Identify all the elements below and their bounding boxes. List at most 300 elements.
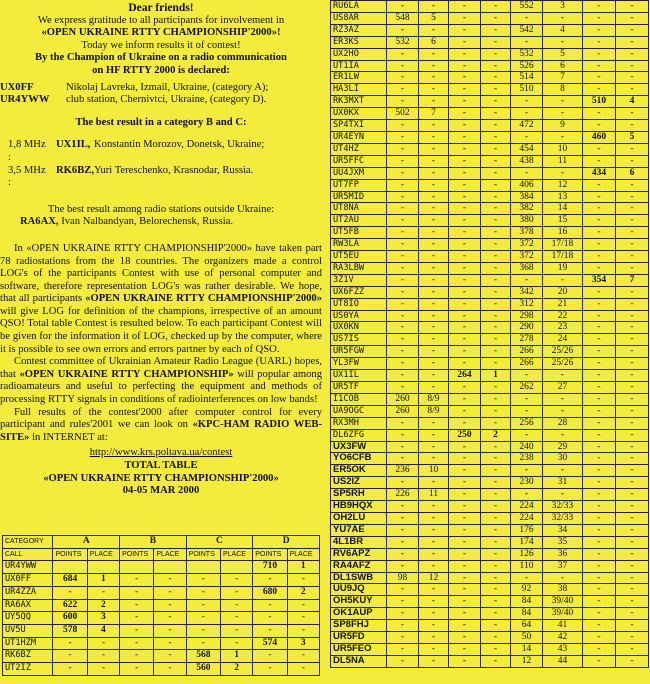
place-cell: 6: [419, 36, 449, 48]
points-cell: 460: [583, 131, 616, 143]
place-cell: -: [154, 650, 186, 663]
points-cell: -: [53, 650, 87, 663]
points-cell: 384: [511, 191, 543, 203]
place-cell: -: [543, 393, 583, 405]
table-row: [331, 608, 649, 620]
table-row: [331, 524, 649, 536]
points-cell: 548: [387, 12, 419, 24]
points-cell: -: [583, 60, 616, 72]
table-row: [331, 274, 649, 286]
call-cell: OH5KUY: [331, 596, 387, 608]
place-cell: -: [419, 346, 449, 358]
table-row: [331, 120, 649, 132]
points-cell: -: [387, 548, 419, 560]
points-cell: -: [449, 477, 481, 489]
place-cell: -: [616, 370, 649, 382]
points-cell: 600: [53, 612, 87, 625]
place-cell: 1: [287, 561, 319, 574]
points-header: POINTS: [253, 548, 287, 561]
call-cell: SP4TXI: [331, 120, 387, 132]
place-cell: 21: [543, 298, 583, 310]
points-cell: 354: [583, 274, 616, 286]
points-cell: -: [583, 179, 616, 191]
points-cell: -: [449, 143, 481, 155]
category-c: C: [186, 536, 253, 549]
points-cell: -: [583, 632, 616, 644]
points-cell: 176: [511, 524, 543, 536]
table-title-1: TOTAL TABLE: [124, 460, 198, 471]
place-cell: -: [616, 620, 649, 632]
place-cell: 5: [616, 131, 649, 143]
table-row: [331, 286, 649, 298]
place-cell: -: [419, 48, 449, 60]
points-cell: -: [449, 72, 481, 84]
place-cell: -: [481, 620, 511, 632]
place-cell: -: [419, 143, 449, 155]
call-cell: ER3KS: [331, 36, 387, 48]
place-cell: 28: [543, 417, 583, 429]
table-row: [331, 465, 649, 477]
table-row: [3, 624, 320, 637]
place-cell: -: [481, 382, 511, 394]
points-cell: -: [583, 393, 616, 405]
place-header: PLACE: [87, 548, 119, 561]
points-cell: -: [387, 131, 419, 143]
points-cell: -: [449, 620, 481, 632]
place-cell: -: [481, 120, 511, 132]
points-cell: -: [449, 310, 481, 322]
table-row: [3, 650, 320, 663]
points-cell: -: [511, 36, 543, 48]
place-cell: -: [543, 131, 583, 143]
points-cell: -: [583, 584, 616, 596]
points-cell: -: [583, 72, 616, 84]
points-cell: -: [583, 334, 616, 346]
place-cell: -: [87, 586, 119, 599]
place-cell: -: [543, 108, 583, 120]
points-cell: -: [583, 262, 616, 274]
points-cell: -: [583, 560, 616, 572]
place-cell: 1: [481, 370, 511, 382]
call-cell: UT2AU: [331, 215, 387, 227]
points-cell: -: [253, 612, 287, 625]
place-cell: 2: [87, 599, 119, 612]
points-cell: 542: [511, 24, 543, 36]
call-cell: UT1IA: [331, 60, 387, 72]
place-cell: [154, 561, 186, 574]
call-cell: YU7AE: [331, 524, 387, 536]
call-cell: UT8NA: [331, 203, 387, 215]
points-cell: -: [583, 251, 616, 263]
place-cell: -: [481, 524, 511, 536]
points-cell: -: [449, 24, 481, 36]
place-cell: -: [481, 584, 511, 596]
place-header: PLACE: [287, 548, 319, 561]
points-cell: -: [511, 489, 543, 501]
points-cell: 368: [511, 262, 543, 274]
place-cell: -: [481, 155, 511, 167]
place-cell: -: [616, 441, 649, 453]
points-cell: -: [449, 334, 481, 346]
bc-heading: The best result in a category B and C:: [75, 116, 247, 128]
call-cell: OH2LU: [331, 512, 387, 524]
points-cell: -: [449, 120, 481, 132]
table-row: [331, 167, 649, 179]
place-cell: -: [616, 382, 649, 394]
p3-text-c: in INTERNET at:: [29, 431, 108, 443]
place-cell: -: [481, 36, 511, 48]
place-cell: 15: [543, 215, 583, 227]
table-row: [331, 131, 649, 143]
points-cell: 578: [53, 624, 87, 637]
place-cell: -: [419, 96, 449, 108]
points-cell: 266: [511, 358, 543, 370]
points-cell: -: [583, 108, 616, 120]
place-cell: -: [481, 489, 511, 501]
points-cell: -: [583, 143, 616, 155]
points-cell: -: [449, 239, 481, 251]
champion-row: [0, 94, 322, 107]
points-cell: 710: [253, 561, 287, 574]
points-cell: -: [511, 393, 543, 405]
points-cell: -: [253, 663, 287, 676]
call-cell: HA3LI: [331, 84, 387, 96]
place-cell: -: [616, 227, 649, 239]
table-row: [331, 322, 649, 334]
points-cell: 240: [511, 441, 543, 453]
points-cell: -: [449, 536, 481, 548]
points-cell: -: [387, 24, 419, 36]
call-cell: US7IS: [331, 334, 387, 346]
place-cell: -: [543, 274, 583, 286]
category-header-row: [3, 536, 320, 549]
intro-line-2: «OPEN UKRAINE RTTY CHAMPIONSHIP'2000»!: [41, 27, 281, 39]
points-cell: 260: [387, 405, 419, 417]
place-cell: 27: [543, 382, 583, 394]
points-cell: 532: [387, 36, 419, 48]
points-cell: -: [120, 574, 154, 587]
call-cell: RX3MH: [331, 417, 387, 429]
table-row: [331, 108, 649, 120]
points-cell: -: [449, 560, 481, 572]
contest-url-link[interactable]: http://www.krs.poltava.ua/contest: [89, 447, 233, 459]
bc-desc: Konstantin Morozov, Donetsk, Ukraine;: [94, 139, 265, 151]
points-cell: -: [449, 262, 481, 274]
points-cell: -: [387, 143, 419, 155]
place-cell: 8/9: [419, 393, 449, 405]
points-cell: -: [449, 131, 481, 143]
table-row: [331, 310, 649, 322]
place-cell: -: [287, 574, 319, 587]
table-row: [331, 453, 649, 465]
call-cell: UT4HZ: [331, 143, 387, 155]
points-cell: -: [387, 251, 419, 263]
call-cell: RZ3AZ: [331, 24, 387, 36]
place-cell: 14: [543, 203, 583, 215]
table-row: [3, 612, 320, 625]
bc-row: [0, 139, 322, 164]
points-cell: -: [387, 96, 419, 108]
place-cell: -: [419, 632, 449, 644]
place-cell: -: [419, 322, 449, 334]
call-cell: UR5FGW: [331, 346, 387, 358]
call-cell: UX2HO: [331, 48, 387, 60]
points-cell: -: [449, 382, 481, 394]
place-cell: -: [419, 512, 449, 524]
call-cell: RA3LBW: [331, 262, 387, 274]
place-cell: -: [419, 334, 449, 346]
place-cell: -: [616, 72, 649, 84]
points-cell: -: [387, 501, 419, 513]
place-cell: -: [221, 586, 253, 599]
points-cell: -: [583, 346, 616, 358]
place-cell: 3: [287, 637, 319, 650]
champion-call: UX0FF: [0, 81, 34, 93]
place-cell: -: [481, 239, 511, 251]
points-cell: -: [387, 346, 419, 358]
points-cell: -: [583, 286, 616, 298]
call-cell: UR4EYN: [331, 131, 387, 143]
points-cell: -: [387, 239, 419, 251]
points-cell: -: [387, 477, 419, 489]
points-cell: 560: [186, 663, 220, 676]
place-cell: -: [154, 612, 186, 625]
points-cell: 372: [511, 251, 543, 263]
points-cell: -: [387, 584, 419, 596]
points-cell: 472: [511, 120, 543, 132]
place-cell: -: [481, 24, 511, 36]
place-cell: -: [154, 637, 186, 650]
place-cell: -: [616, 417, 649, 429]
points-cell: -: [583, 429, 616, 441]
points-cell: 406: [511, 179, 543, 191]
call-cell: UT8IO: [331, 298, 387, 310]
points-cell: -: [583, 608, 616, 620]
points-cell: -: [387, 274, 419, 286]
place-cell: -: [616, 512, 649, 524]
points-cell: -: [387, 382, 419, 394]
place-cell: -: [481, 477, 511, 489]
points-cell: -: [583, 215, 616, 227]
outside-result: [0, 216, 322, 229]
points-cell: -: [449, 12, 481, 24]
place-cell: -: [154, 574, 186, 587]
points-cell: -: [253, 650, 287, 663]
place-cell: 44: [543, 655, 583, 667]
points-cell: -: [449, 1, 481, 13]
table-row: [331, 405, 649, 417]
place-cell: -: [481, 358, 511, 370]
place-cell: -: [543, 167, 583, 179]
points-cell: -: [387, 358, 419, 370]
category-d: D: [253, 536, 320, 549]
place-cell: 32/33: [543, 501, 583, 513]
call-cell: US2IZ: [331, 477, 387, 489]
table-row: [331, 441, 649, 453]
points-cell: -: [387, 262, 419, 274]
points-cell: -: [449, 203, 481, 215]
table-row: [331, 1, 649, 13]
place-cell: 11: [419, 489, 449, 501]
category-a: A: [53, 536, 120, 549]
points-cell: -: [387, 370, 419, 382]
place-cell: 5: [419, 12, 449, 24]
table-row: [331, 512, 649, 524]
call-cell: UU9JQ: [331, 584, 387, 596]
points-cell: 264: [449, 370, 481, 382]
points-cell: -: [583, 120, 616, 132]
right-table-body: [331, 1, 649, 668]
place-cell: -: [481, 465, 511, 477]
points-cell: -: [583, 12, 616, 24]
points-cell: -: [253, 599, 287, 612]
place-cell: -: [481, 441, 511, 453]
place-cell: 2: [221, 663, 253, 676]
points-cell: -: [583, 417, 616, 429]
points-cell: -: [387, 203, 419, 215]
points-cell: -: [583, 572, 616, 584]
call-cell: UX6FZZ: [331, 286, 387, 298]
table-row: [331, 72, 649, 84]
place-cell: -: [543, 405, 583, 417]
call-cell: UX1IL: [331, 370, 387, 382]
points-cell: -: [186, 586, 220, 599]
call-cell: ER1LW: [331, 72, 387, 84]
champion-row: [0, 82, 322, 95]
points-cell: 510: [583, 96, 616, 108]
place-cell: -: [419, 596, 449, 608]
points-cell: -: [449, 298, 481, 310]
table-row: [331, 536, 649, 548]
points-cell: -: [387, 84, 419, 96]
left-table-body: [3, 561, 320, 675]
place-cell: -: [419, 501, 449, 513]
points-cell: -: [583, 643, 616, 655]
points-cell: -: [449, 322, 481, 334]
points-cell: -: [583, 191, 616, 203]
place-cell: -: [481, 548, 511, 560]
table-row: [331, 179, 649, 191]
place-cell: -: [616, 120, 649, 132]
total-table-left: [2, 535, 320, 676]
place-cell: -: [481, 536, 511, 548]
place-cell: -: [87, 663, 119, 676]
place-cell: -: [481, 608, 511, 620]
points-cell: -: [583, 48, 616, 60]
points-cell: 312: [511, 298, 543, 310]
call-cell: YO6CFB: [331, 453, 387, 465]
points-cell: -: [583, 620, 616, 632]
points-cell: -: [583, 489, 616, 501]
points-cell: -: [449, 512, 481, 524]
points-cell: -: [387, 429, 419, 441]
points-cell: 434: [583, 167, 616, 179]
place-cell: -: [481, 453, 511, 465]
place-cell: -: [419, 1, 449, 13]
points-cell: -: [387, 1, 419, 13]
points-cell: -: [387, 179, 419, 191]
place-cell: -: [419, 524, 449, 536]
place-cell: -: [481, 84, 511, 96]
place-cell: -: [616, 48, 649, 60]
place-cell: -: [481, 512, 511, 524]
points-cell: -: [449, 227, 481, 239]
place-cell: -: [419, 167, 449, 179]
points-cell: -: [449, 584, 481, 596]
place-cell: -: [221, 599, 253, 612]
table-row: [331, 655, 649, 667]
place-cell: -: [287, 599, 319, 612]
points-cell: 250: [449, 429, 481, 441]
place-cell: -: [419, 84, 449, 96]
points-cell: -: [253, 624, 287, 637]
place-cell: -: [287, 624, 319, 637]
points-cell: -: [449, 417, 481, 429]
place-cell: -: [481, 405, 511, 417]
points-cell: -: [511, 108, 543, 120]
p1-text-c: will give LOG for definition of the champions, irrespective of an amount QSO! Total table Contest is resulted below. To each participant Contest will be given for the information it of LOG, checked up by the computer, where it is possible to see own errors and errors partner by each of QSO.: [0, 305, 322, 355]
place-cell: 25/26: [543, 346, 583, 358]
bc-call: UX1IL,: [56, 139, 91, 151]
table-row: [331, 143, 649, 155]
place-cell: 6: [616, 167, 649, 179]
points-cell: -: [511, 572, 543, 584]
place-cell: -: [616, 453, 649, 465]
call-cell: UT7FP: [331, 179, 387, 191]
points-cell: -: [511, 465, 543, 477]
place-cell: 19: [543, 262, 583, 274]
place-cell: -: [419, 441, 449, 453]
place-cell: -: [543, 12, 583, 24]
place-cell: -: [616, 489, 649, 501]
call-cell: UR5FFC: [331, 155, 387, 167]
call-cell: RK3MXT: [331, 96, 387, 108]
points-cell: 84: [511, 596, 543, 608]
place-cell: -: [616, 12, 649, 24]
points-cell: -: [511, 131, 543, 143]
table-row: [331, 191, 649, 203]
table-row: [331, 632, 649, 644]
champion-heading-1: By the Champion of Ukraine on a radio communication: [35, 52, 287, 64]
place-cell: -: [616, 524, 649, 536]
points-cell: -: [583, 453, 616, 465]
place-cell: -: [481, 251, 511, 263]
place-cell: -: [616, 239, 649, 251]
points-cell: -: [511, 96, 543, 108]
points-cell: -: [387, 191, 419, 203]
place-cell: 2: [481, 429, 511, 441]
points-cell: -: [511, 405, 543, 417]
place-cell: -: [221, 612, 253, 625]
points-cell: 236: [387, 465, 419, 477]
place-cell: -: [616, 298, 649, 310]
points-cell: -: [387, 560, 419, 572]
place-cell: 29: [543, 441, 583, 453]
place-cell: -: [419, 120, 449, 132]
points-cell: -: [583, 84, 616, 96]
call-cell: UX0FF: [3, 574, 53, 587]
points-cell: 98: [387, 572, 419, 584]
call-cell: UT5FB: [331, 227, 387, 239]
points-cell: -: [583, 441, 616, 453]
points-cell: 50: [511, 632, 543, 644]
place-cell: -: [616, 155, 649, 167]
call-cell: UR5FEO: [331, 643, 387, 655]
points-header: POINTS: [53, 548, 87, 561]
place-cell: -: [481, 417, 511, 429]
points-cell: 552: [511, 1, 543, 13]
call-cell: UR4ZZA: [3, 586, 53, 599]
